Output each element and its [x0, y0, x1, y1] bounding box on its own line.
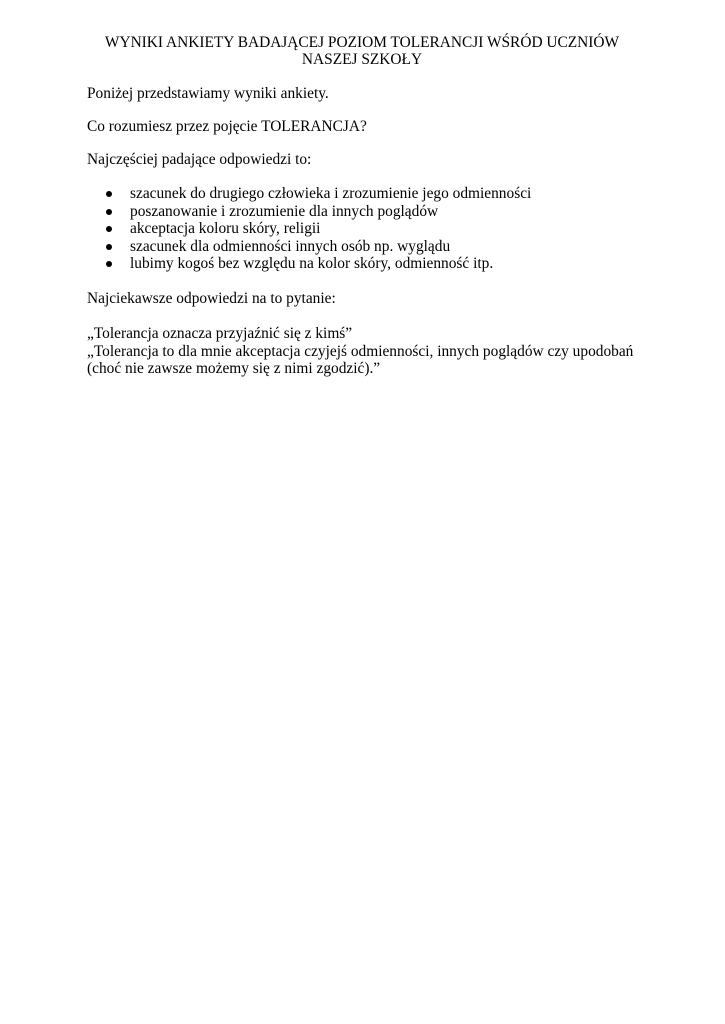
- list-item: [87, 238, 531, 256]
- list-item-text: szacunek do drugiego człowieka i zrozumienie jego odmienności: [130, 185, 532, 202]
- bullet-icon: [106, 209, 112, 215]
- list-item: [87, 220, 531, 238]
- list-item-text: lubimy kogoś bez względu na kolor skóry, odmienność itp.: [130, 255, 494, 272]
- list-item: [87, 203, 531, 221]
- bullet-icon: [106, 226, 112, 232]
- interesting-answers-block: [87, 325, 633, 378]
- bullet-icon: [106, 244, 112, 250]
- bullet-icon: [106, 191, 112, 197]
- intro-text: Poniżej przedstawiamy wyniki ankiety.: [87, 85, 329, 102]
- bullet-icon: [106, 261, 112, 267]
- quote-line: (choć nie zawsze możemy się z nimi zgodzić).”: [87, 360, 381, 377]
- list-item-text: poszanowanie i zrozumienie dla innych poglądów: [130, 202, 439, 220]
- question-text: Co rozumiesz przez pojęcie TOLERANCJA?: [87, 118, 367, 135]
- quote-line: „Tolerancja to dla mnie akceptacja czyjejś odmienności, innych poglądów czy upodobań: [87, 342, 634, 360]
- common-answers-heading: Najczęściej padające odpowiedzi to:: [87, 151, 312, 168]
- common-answers-list: [87, 185, 531, 273]
- list-item: [87, 185, 531, 203]
- interesting-answers-heading: Najciekawsze odpowiedzi na to pytanie:: [87, 290, 336, 307]
- page-title: WYNIKI ANKIETY BADAJĄCEJ POZIOM TOLERANCJI WŚRÓD UCZNIÓW NASZEJ SZKOŁY: [104, 34, 620, 68]
- quote-line: „Tolerancja oznacza przyjaźnić się z kimś”: [87, 325, 353, 342]
- list-item: [87, 255, 531, 273]
- list-item-text: szacunek dla odmienności innych osób np. wyglądu: [130, 237, 451, 255]
- list-item-text: akceptacja koloru skóry, religii: [130, 220, 321, 237]
